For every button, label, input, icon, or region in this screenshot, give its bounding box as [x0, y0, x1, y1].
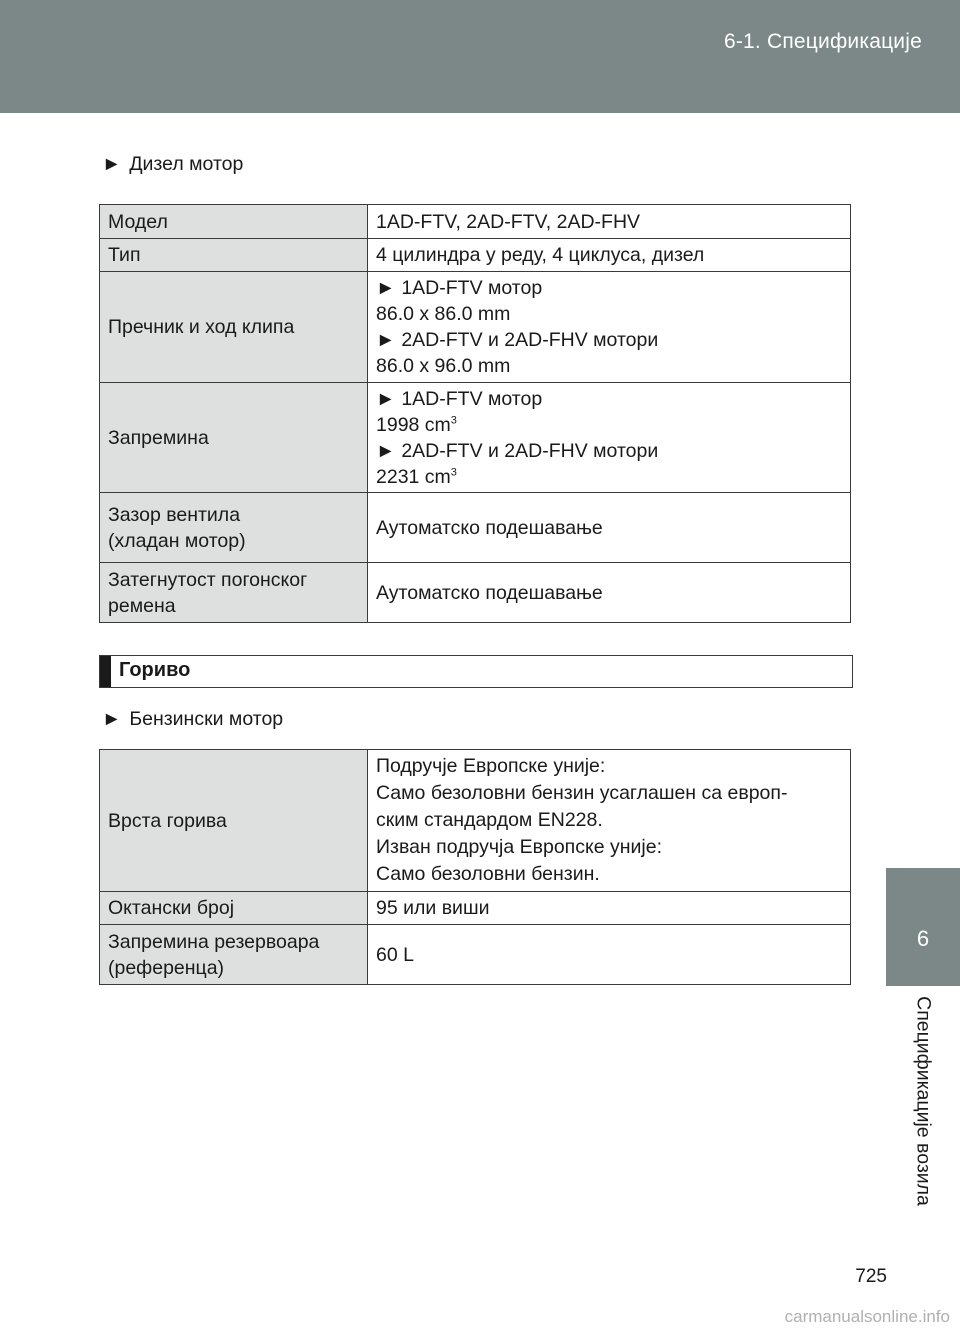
row-label-belt-tension: Затегнутост погонског ремена — [100, 563, 368, 623]
watermark: carmanualsonline.info — [784, 1307, 950, 1326]
table-row — [100, 750, 851, 892]
row-value-valve-clearance: Аутоматско подешавање — [368, 493, 851, 563]
fuel-section-header — [99, 655, 853, 688]
row-value-fuel-type: Подручје Европске уније: Само безоловни бензин усаглашен са европ- ским стандардом EN228. Изван подручја Европске уније: Само безоловни бензин. — [368, 750, 851, 892]
diesel-heading — [102, 153, 243, 176]
row-value-displacement — [368, 383, 851, 493]
diesel-spec-table — [99, 204, 851, 623]
row-label-type: Тип — [100, 239, 368, 272]
diesel-heading-text: Дизел мотор — [129, 153, 244, 175]
arrow-icon: ► — [102, 153, 122, 175]
table-row — [100, 925, 851, 985]
row-value-octane: 95 или виши — [368, 892, 851, 925]
section-marker — [100, 656, 111, 687]
engine-variant-line: ► 2AD-FTV и 2AD-FHV мотори — [376, 439, 659, 462]
chapter-number: 6 — [916, 926, 930, 951]
displacement-value: 2231 $cm^3$ — [376, 465, 457, 488]
arrow-icon: ► — [376, 387, 396, 410]
table-row — [100, 563, 851, 623]
row-value-tank-capacity: 60 L — [368, 925, 851, 985]
row-label-model: Модел — [100, 205, 368, 239]
table-row — [100, 272, 851, 383]
row-label-tank-capacity: Запремина резервоара (референца) — [100, 925, 368, 985]
petrol-heading-text: Бензински мотор — [129, 708, 284, 730]
engine-variant-line: ► 2AD-FTV и 2AD-FHV мотори — [376, 329, 659, 351]
table-row — [100, 205, 851, 239]
table-row — [100, 383, 851, 493]
table-row — [100, 892, 851, 925]
page-number: 725 — [855, 1266, 887, 1287]
row-label-bore-stroke: Пречник и ход клипа — [100, 272, 368, 383]
row-label-valve-clearance: Зазор вентила (хладан мотор) — [100, 493, 368, 563]
row-value-model: 1AD-FTV, 2AD-FTV, 2AD-FHV — [368, 205, 851, 239]
petrol-heading — [102, 708, 283, 731]
row-value-belt-tension: Аутоматско подешавање — [368, 563, 851, 623]
chapter-section-title: 6-1. Спецификације — [723, 30, 922, 53]
row-value-bore-stroke — [368, 272, 851, 383]
row-label-fuel-type: Врста горива — [100, 750, 368, 892]
chapter-tab — [886, 868, 960, 986]
fuel-spec-table — [99, 749, 851, 985]
table-row — [100, 493, 851, 563]
table-row — [100, 239, 851, 272]
displacement-value: 1998 $cm^3$ — [376, 413, 457, 436]
arrow-icon: ► — [102, 708, 122, 730]
engine-variant-line: ► 1AD-FTV мотор — [376, 277, 543, 299]
chapter-header-bar — [0, 0, 960, 113]
fuel-section-title: Гориво — [119, 659, 191, 681]
arrow-icon: ► — [376, 277, 396, 299]
row-value-type: 4 цилиндра у реду, 4 циклуса, дизел — [368, 239, 851, 272]
row-label-displacement: Запремина — [100, 383, 368, 493]
bore-stroke-value: 86.0 x 96.0 mm — [376, 355, 511, 377]
bore-stroke-value: 86.0 x 86.0 mm — [376, 303, 511, 325]
row-label-octane: Октански број — [100, 892, 368, 925]
arrow-icon: ► — [376, 329, 396, 351]
engine-variant-line: ► 1AD-FTV мотор — [376, 387, 543, 410]
arrow-icon: ► — [376, 439, 396, 462]
chapter-side-label: Спецификације возила — [912, 996, 935, 1206]
